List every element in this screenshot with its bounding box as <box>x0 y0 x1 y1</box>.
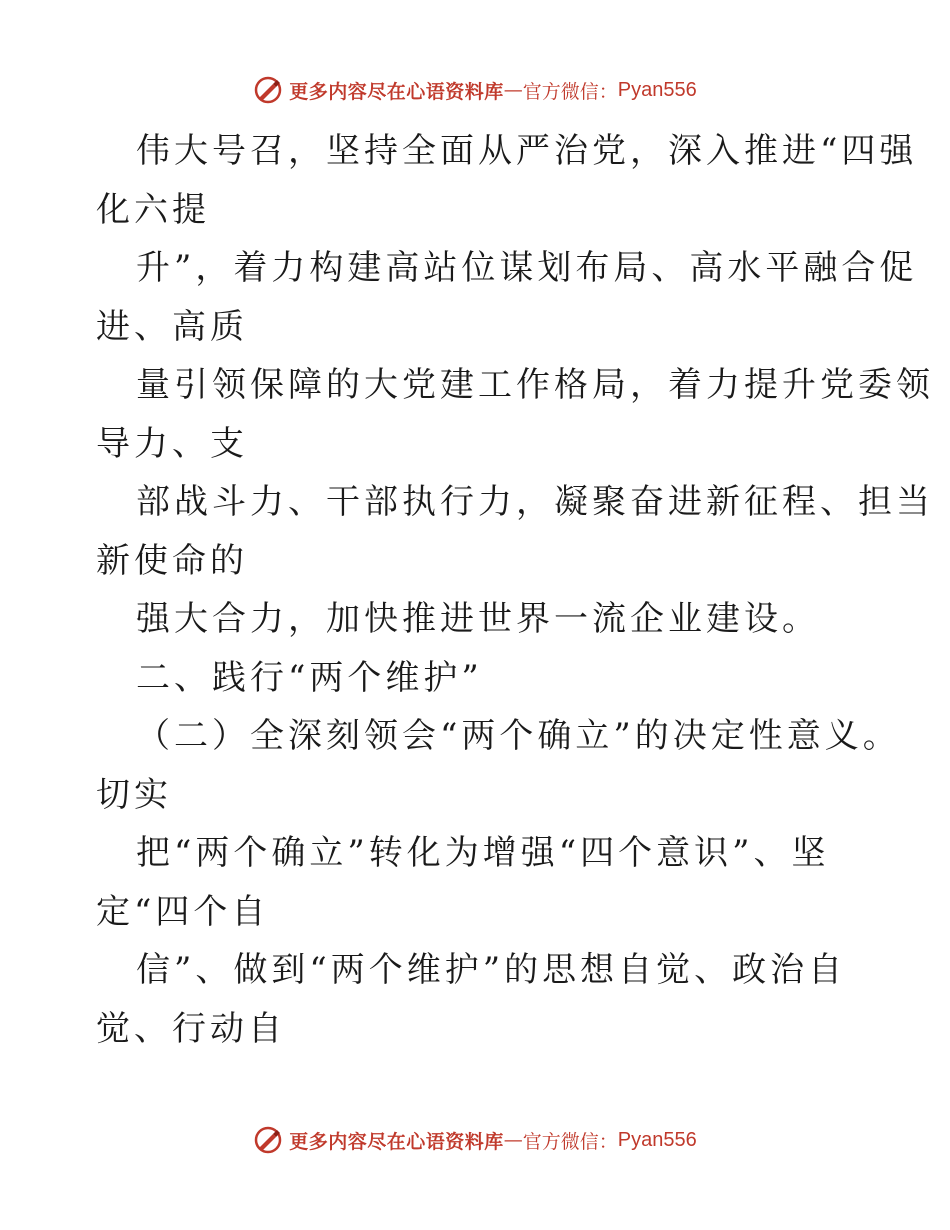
footer-official-label: 官方微信： <box>522 1130 618 1153</box>
text-line: 信”、做到“两个维护”的思想自觉、政治自 <box>136 950 847 990</box>
text-line: 新使命的 <box>96 540 248 581</box>
header-account-id: Pyan556 <box>617 78 697 101</box>
pen-logo-icon <box>253 75 283 105</box>
footer-dash: — <box>503 1129 523 1151</box>
document-body <box>96 122 934 1058</box>
text-line: 化六提 <box>96 189 210 230</box>
page-header <box>0 70 950 110</box>
header-dash: — <box>503 79 523 101</box>
text-line: 升”，着力构建高站位谋划布局、高水平融合促 <box>136 248 918 288</box>
text-line: 觉、行动自 <box>96 1008 286 1049</box>
pen-logo-icon <box>253 1125 283 1155</box>
text-line: 导力、支 <box>96 423 248 464</box>
text-line: 强大合力，加快推进世界一流企业建设。 <box>136 599 820 639</box>
text-line: 定“四个自 <box>96 891 270 932</box>
text-line: 进、高质 <box>96 306 248 347</box>
text-line: 把“两个确立”转化为增强“四个意识”、坚 <box>136 833 830 873</box>
header-official-label: 官方微信： <box>522 80 618 103</box>
text-line: 量引领保障的大党建工作格局，着力提升党委领 <box>136 365 934 405</box>
footer-brand-text: 更多内容尽在心语资料库 <box>289 1130 504 1153</box>
page-footer <box>0 1120 950 1160</box>
footer-account-id: Pyan556 <box>617 1128 697 1151</box>
section-heading: 二、践行“两个维护” <box>136 657 483 698</box>
text-line: （二）全深刻领会“两个确立”的决定性意义。 <box>136 716 901 756</box>
header-brand-text: 更多内容尽在心语资料库 <box>289 80 504 103</box>
text-line: 部战斗力、干部执行力，凝聚奋进新征程、担当 <box>136 482 934 522</box>
text-line: 切实 <box>96 774 172 815</box>
text-line: 伟大号召，坚持全面从严治党，深入推进“四强 <box>136 131 918 171</box>
